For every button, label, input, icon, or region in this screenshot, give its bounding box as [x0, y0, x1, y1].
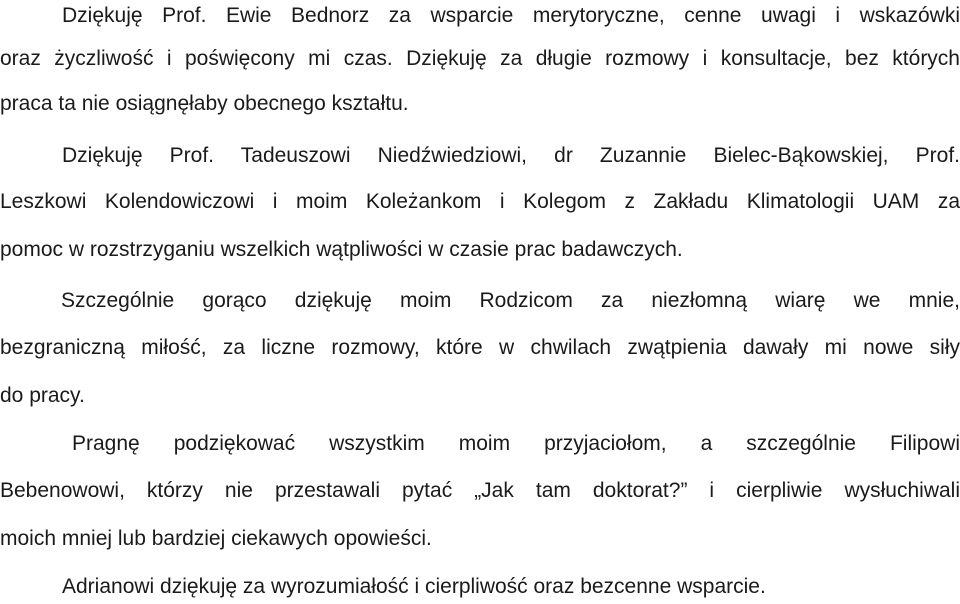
paragraph-3-line-1: Szczególnie gorąco dziękuję moim Rodzicom za niezłomną wiarę we mnie, [61, 289, 960, 312]
paragraph-3-line-2: bezgraniczną miłość, za liczne rozmowy, które w chwilach zwątpienia dawały mi nowe siły [0, 336, 960, 359]
paragraph-2-line-1: Dziękuję Prof. Tadeuszowi Niedźwiedziowi, dr Zuzannie Bielec-Bąkowskiej, Prof. [62, 144, 960, 167]
paragraph-1-line-1: Dziękuję Prof. Ewie Bednorz za wsparcie merytoryczne, cenne uwagi i wskazówki [62, 4, 960, 27]
paragraph-1-line-2: oraz życzliwość i poświęcony mi czas. Dziękuję za długie rozmowy i konsultacje, bez których [0, 47, 960, 70]
paragraph-2-line-3: pomoc w rozstrzyganiu wszelkich wątpliwości w czasie prac badawczych. [0, 238, 683, 261]
paragraph-4-line-1: Pragnę podziękować wszystkim moim przyjaciołom, a szczególnie Filipowi [72, 432, 960, 455]
paragraph-3-line-3: do pracy. [0, 384, 85, 407]
paragraph-5-line-1: Adrianowi dziękuję za wyrozumiałość i cierpliwość oraz bezcenne wsparcie. [62, 575, 766, 598]
paragraph-2-line-2: Leszkowi Kolendowiczowi i moim Koleżankom i Kolegom z Zakładu Klimatologii UAM za [0, 190, 960, 213]
paragraph-4-line-3: moich mniej lub bardziej ciekawych opowieści. [0, 527, 432, 550]
paragraph-1-line-3: praca ta nie osiągnęłaby obecnego kształtu. [0, 92, 409, 115]
paragraph-4-line-2: Bebenowowi, którzy nie przestawali pytać „Jak tam doktorat?” i cierpliwie wysłuchiwali [0, 479, 960, 502]
